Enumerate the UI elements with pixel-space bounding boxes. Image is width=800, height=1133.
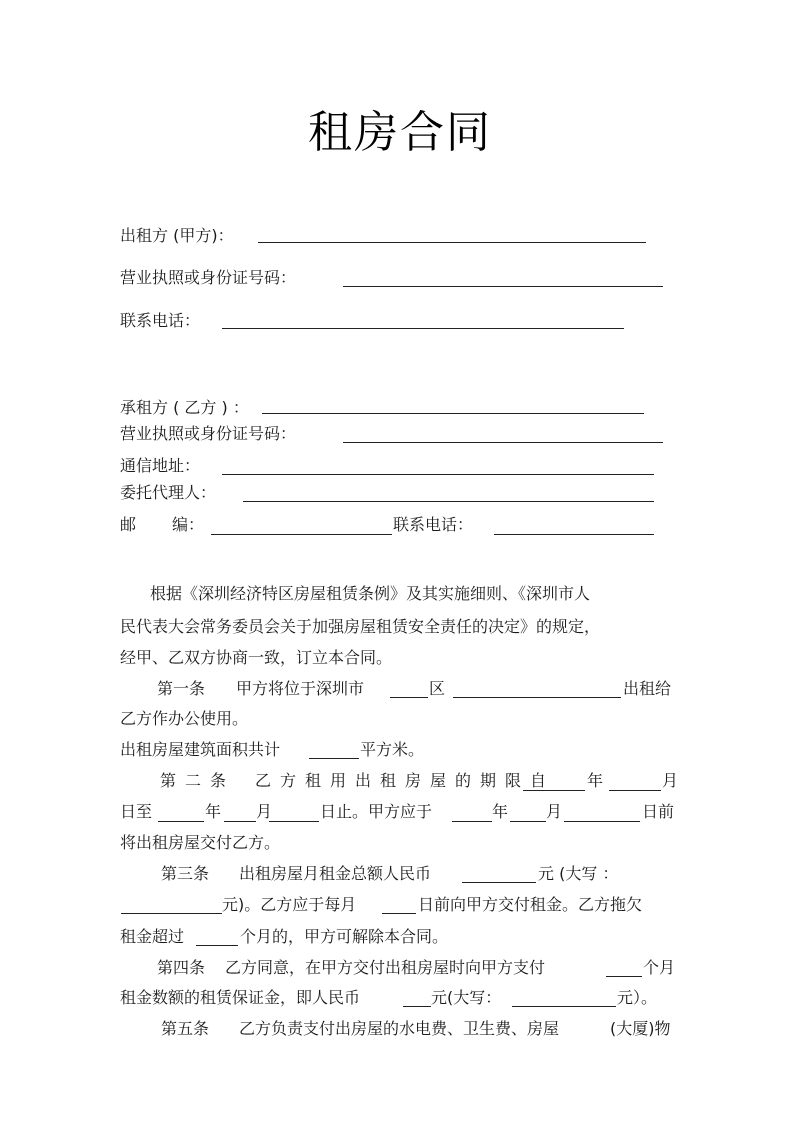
article-2-line-2-month: 月 — [256, 802, 273, 821]
article-1-text-c: 出租给 — [623, 679, 672, 698]
arrears-months-field[interactable] — [196, 944, 238, 946]
article-3-line-3a: 租金超过 — [120, 927, 185, 946]
article-1-line-2: 乙方作办公使用。 — [120, 709, 249, 728]
article-4-line-2b: 元(大写： — [431, 988, 502, 1007]
article-2-text-a: 乙方租用出租房屋的期限自 — [255, 771, 556, 790]
preamble-line-2: 民代表大会常务委员会关于加强房屋租赁安全责任的决定》的规定， — [120, 617, 601, 636]
article-1-line-3a: 出租房屋建筑面积共计 — [120, 740, 281, 759]
party-b-phone-field[interactable] — [494, 533, 654, 535]
handover-month-field[interactable] — [510, 820, 546, 822]
postcode-label-2-wrap — [172, 515, 204, 535]
article-3-line-2a: 元)。乙方应于每月 — [222, 895, 357, 914]
deposit-amount-field[interactable] — [403, 1005, 431, 1007]
party-a-label: 出租方 (甲方)： — [120, 226, 234, 245]
article-4-line-2c: 元）。 — [617, 988, 658, 1007]
party-b-agent-label: 委托代理人： — [120, 483, 217, 502]
postcode-label-2: 编： — [172, 515, 205, 534]
article-5-heading: 第五条 — [161, 1019, 210, 1038]
party-a-id-row — [120, 268, 296, 288]
article-2-line-2-year2: 年 — [492, 802, 509, 821]
party-b-phone-label: 联系电话： — [393, 515, 474, 534]
article-1-text-a: 甲方将位于深圳市 — [236, 679, 365, 698]
document-title: 租房合同 — [308, 107, 492, 158]
party-b-postcode-field[interactable] — [211, 533, 392, 535]
article-3-line-2b: 日前向甲方交付租金。乙方拖欠 — [418, 895, 643, 914]
article-2-line-2-year: 年 — [205, 802, 222, 821]
article-4-text-b: 个月 — [643, 958, 676, 977]
article-2-line-2b: 日止。甲方应于 — [320, 802, 433, 821]
article-5-text-a: 乙方负责支付出房屋的水电费、卫生费、房屋 — [239, 1019, 560, 1038]
handover-day-field[interactable] — [564, 820, 640, 822]
article-2-line-2c: 日前 — [642, 802, 675, 821]
end-day-field[interactable] — [269, 820, 319, 822]
area-field[interactable] — [309, 757, 359, 759]
postcode-label-1: 邮 — [120, 515, 137, 534]
article-5-text-b: (大厦)物 — [610, 1019, 671, 1038]
article-3-text-b: 元 (大写 ： — [538, 864, 619, 883]
party-b-name-row — [120, 398, 249, 418]
article-3-text-a: 出租房屋月租金总额人民币 — [239, 864, 432, 883]
party-a-id-label: 营业执照或身份证号码： — [120, 268, 297, 287]
article-2-line-2-month2: 月 — [546, 802, 563, 821]
party-b-agent-row — [120, 483, 216, 503]
article-1-text-b: 区 — [429, 679, 446, 698]
party-b-name-field[interactable] — [262, 412, 644, 414]
party-a-name-row — [120, 226, 234, 246]
party-a-phone-row — [120, 311, 200, 331]
article-4-line-2a: 租金数额的租赁保证金，即人民币 — [120, 988, 361, 1007]
party-b-id-label: 营业执照或身份证号码： — [120, 424, 297, 443]
party-a-name-field[interactable] — [258, 241, 646, 243]
article-4-heading: 第四条 — [157, 958, 206, 977]
start-month-field[interactable] — [609, 789, 661, 791]
preamble-line-1: 根据《深圳经济特区房屋租赁条例》及其实施细则、《深圳市人 — [150, 584, 591, 603]
party-b-phone-row — [393, 515, 473, 535]
party-a-id-field[interactable] — [343, 285, 663, 287]
article-2-line-2a: 日至 — [120, 802, 153, 821]
party-b-postcode-row — [120, 515, 136, 535]
article-1-heading: 第一条 — [157, 679, 206, 698]
rent-due-day-field[interactable] — [382, 912, 416, 914]
party-b-id-field[interactable] — [343, 441, 663, 443]
end-month-field[interactable] — [224, 820, 256, 822]
article-3-line-3b: 个月的，甲方可解除本合同。 — [240, 927, 449, 946]
article-4-text-a: 乙方同意，在甲方交付出租房屋时向甲方支付 — [225, 958, 546, 977]
deposit-words-field[interactable] — [512, 1005, 616, 1007]
monthly-rent-field[interactable] — [462, 881, 536, 883]
preamble-line-3: 经甲、乙双方协商一致，订立本合同。 — [120, 648, 393, 667]
district-field[interactable] — [390, 696, 428, 698]
article-2-month: 月 — [662, 771, 679, 790]
monthly-rent-words-field[interactable] — [121, 912, 222, 914]
property-address-field[interactable] — [453, 696, 621, 698]
start-year-field[interactable] — [523, 789, 585, 791]
party-b-label: 承租方 ( 乙方 ) ： — [120, 398, 249, 417]
party-b-address-label: 通信地址： — [120, 456, 201, 475]
article-1-line-3b: 平方米。 — [360, 740, 425, 759]
end-year-field[interactable] — [158, 820, 204, 822]
article-2-year: 年 — [587, 771, 604, 790]
party-a-phone-field[interactable] — [222, 327, 624, 329]
party-b-agent-field[interactable] — [243, 500, 654, 502]
party-b-id-row — [120, 424, 296, 444]
article-3-heading: 第三条 — [161, 864, 210, 883]
party-b-address-field[interactable] — [222, 473, 654, 475]
party-b-address-row — [120, 456, 200, 476]
handover-year-field[interactable] — [452, 820, 492, 822]
article-2-heading: 第二条 — [160, 771, 236, 790]
article-2-line-3: 将出租房屋交付乙方。 — [120, 833, 281, 852]
party-a-phone-label: 联系电话： — [120, 311, 201, 330]
deposit-months-field[interactable] — [606, 975, 642, 977]
